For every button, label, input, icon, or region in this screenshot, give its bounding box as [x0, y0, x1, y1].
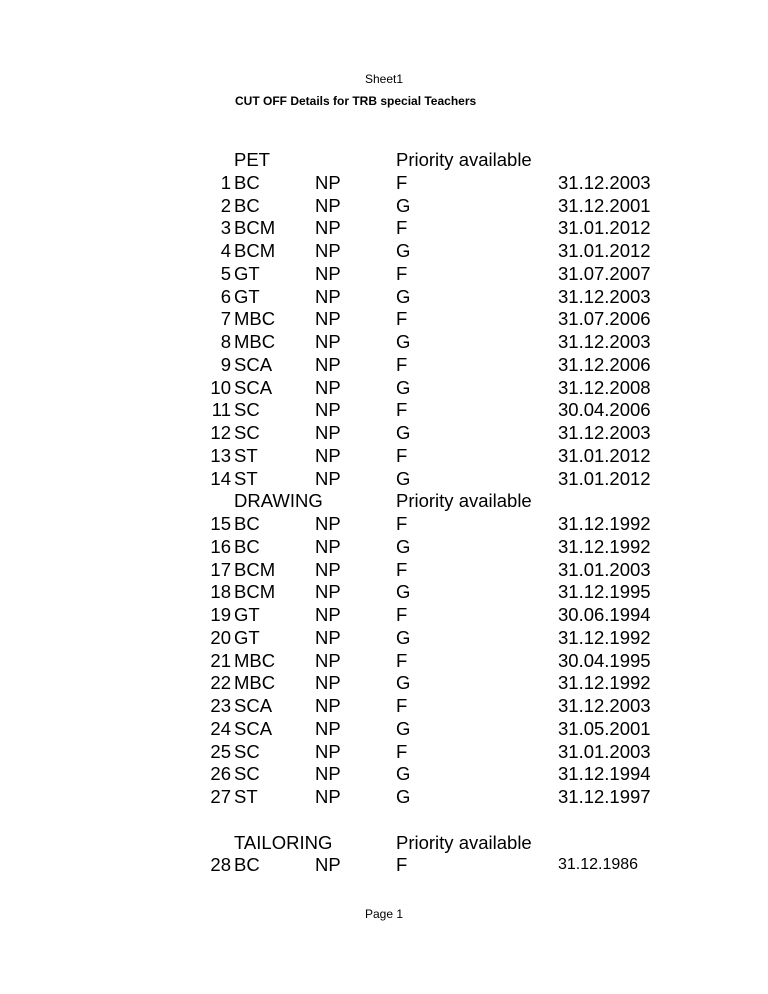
row-number: 11 — [211, 399, 231, 421]
cutoff-date-cell: 31.01.2012 — [558, 467, 651, 489]
row-number: 15 — [210, 513, 231, 534]
cutoff-date-cell: 31.01.2003 — [558, 558, 651, 580]
np-cell: NP — [315, 262, 341, 284]
row-number: 25 — [210, 740, 231, 762]
row-number: 19 — [210, 604, 231, 625]
cutoff-date-cell: 31.01.2003 — [558, 740, 651, 762]
table-row — [0, 398, 768, 421]
row-number: 22 — [210, 672, 231, 694]
priority-header: Priority available — [396, 490, 532, 512]
table-row — [0, 194, 768, 217]
priority-cell: G — [396, 763, 411, 785]
category-cell: SCA — [234, 695, 273, 716]
category-cell: SCA — [234, 353, 273, 375]
cutoff-date-cell: 31.12.2003 — [558, 285, 651, 307]
np-cell: NP — [315, 308, 341, 330]
page-footer: Page 1 — [364, 907, 404, 921]
priority-cell: F — [396, 604, 408, 625]
table-row — [0, 535, 768, 558]
row-number: 10 — [210, 376, 231, 398]
category-cell: MBC — [234, 649, 276, 671]
row-number: 5 — [220, 262, 231, 284]
cutoff-date-cell: 31.12.1995 — [558, 581, 651, 603]
row-number: 27 — [210, 786, 231, 807]
section-header-row — [0, 148, 768, 171]
priority-cell: G — [396, 467, 411, 489]
category-cell: BCM — [234, 558, 276, 580]
cutoff-date-cell: 31.12.2003 — [558, 171, 651, 193]
priority-cell: G — [396, 581, 411, 603]
priority-cell: F — [396, 695, 408, 716]
row-number: 18 — [210, 581, 231, 603]
category-cell: SC — [234, 422, 260, 443]
priority-header: Priority available — [396, 149, 532, 170]
category-cell: ST — [234, 444, 258, 466]
category-cell: GT — [234, 626, 260, 648]
cutoff-date-cell: 31.01.2012 — [558, 217, 651, 239]
row-number: 3 — [220, 217, 231, 239]
row-number: 23 — [210, 695, 231, 716]
np-cell: NP — [315, 604, 341, 625]
table-row — [0, 717, 768, 740]
np-cell: NP — [315, 331, 341, 352]
priority-cell: F — [396, 513, 408, 534]
category-cell: ST — [234, 467, 258, 489]
row-number: 12 — [210, 422, 231, 443]
category-cell: SC — [234, 740, 260, 762]
np-cell: NP — [315, 740, 341, 762]
np-cell: NP — [315, 171, 341, 193]
table-row — [0, 580, 768, 603]
cutoff-date-cell: 31.12.2008 — [558, 376, 651, 398]
cutoff-date-cell: 31.12.1992 — [558, 513, 651, 534]
row-number: 14 — [210, 467, 231, 489]
np-cell: NP — [315, 444, 341, 466]
priority-cell: F — [396, 444, 408, 466]
table-row — [0, 694, 768, 717]
section-header-row — [0, 831, 768, 854]
np-cell: NP — [315, 467, 341, 489]
priority-cell: F — [396, 353, 408, 375]
priority-cell: F — [396, 217, 408, 239]
table-row — [0, 603, 768, 626]
cutoff-date-cell: 30.06.1994 — [558, 604, 651, 625]
category-cell: BCM — [234, 240, 276, 261]
cutoff-date-cell: 31.12.1994 — [558, 763, 651, 785]
np-cell: NP — [315, 535, 341, 557]
category-cell: BCM — [234, 581, 276, 603]
category-cell: SCA — [234, 376, 273, 398]
np-cell: NP — [315, 626, 341, 648]
np-cell: NP — [315, 786, 341, 807]
table-row — [0, 467, 768, 490]
cutoff-date-cell: 31.12.2006 — [558, 353, 651, 375]
table-row — [0, 671, 768, 694]
table-row — [0, 512, 768, 535]
cutoff-date-cell: 31.01.2012 — [558, 240, 651, 261]
np-cell: NP — [315, 399, 341, 421]
category-cell: SC — [234, 399, 260, 421]
priority-cell: F — [396, 558, 408, 580]
priority-cell: F — [396, 171, 408, 193]
section-name: DRAWING — [234, 490, 323, 512]
priority-header: Priority available — [396, 831, 532, 853]
priority-cell: F — [396, 649, 408, 671]
priority-cell: G — [396, 376, 411, 398]
np-cell: NP — [315, 353, 341, 375]
cutoff-date-cell: 31.12.1992 — [558, 626, 651, 648]
cutoff-date-cell: 31.12.2001 — [558, 194, 651, 216]
table-row — [0, 239, 768, 262]
cutoff-date-cell: 30.04.1995 — [558, 649, 651, 671]
table-row — [0, 285, 768, 308]
priority-cell: G — [396, 786, 411, 807]
row-number: 6 — [220, 285, 231, 307]
table-row — [0, 558, 768, 581]
table-row — [0, 649, 768, 672]
priority-cell: G — [396, 672, 411, 694]
cutoff-date-cell: 31.05.2001 — [558, 717, 651, 739]
np-cell: NP — [315, 194, 341, 216]
cutoff-date-cell: 31.12.1992 — [558, 535, 651, 557]
cutoff-date-cell: 31.12.1986 — [558, 856, 639, 874]
table-row — [0, 307, 768, 330]
category-cell: MBC — [234, 672, 276, 694]
priority-cell: G — [396, 422, 411, 443]
row-number: 20 — [210, 626, 231, 648]
np-cell: NP — [315, 672, 341, 694]
np-cell: NP — [315, 695, 341, 716]
priority-cell: G — [396, 240, 411, 261]
priority-cell: F — [396, 399, 408, 421]
row-number: 8 — [220, 331, 231, 352]
section-header-row — [0, 489, 768, 512]
priority-cell: F — [396, 308, 408, 330]
category-cell: SCA — [234, 717, 273, 739]
np-cell: NP — [315, 376, 341, 398]
np-cell: NP — [315, 717, 341, 739]
table-row — [0, 376, 768, 399]
priority-cell: G — [396, 535, 411, 557]
priority-cell: F — [396, 740, 408, 762]
table-row — [0, 330, 768, 353]
cutoff-date-cell: 31.12.2003 — [558, 695, 651, 716]
cutoff-date-cell: 31.01.2012 — [558, 444, 651, 466]
table-row — [0, 785, 768, 808]
cutoff-date-cell: 31.12.1992 — [558, 672, 651, 694]
category-cell: BC — [234, 854, 260, 876]
table-row — [0, 740, 768, 763]
table-row — [0, 762, 768, 785]
row-number: 17 — [210, 558, 231, 580]
priority-cell: F — [396, 854, 408, 876]
row-number: 7 — [220, 308, 231, 330]
priority-cell: G — [396, 626, 411, 648]
section-name: PET — [234, 149, 270, 170]
cutoff-date-cell: 31.07.2007 — [558, 262, 651, 284]
cutoff-date-cell: 31.07.2006 — [558, 308, 651, 330]
cutoff-date-cell: 30.04.2006 — [558, 399, 651, 421]
priority-cell: G — [396, 194, 411, 216]
category-cell: ST — [234, 786, 258, 807]
row-number: 28 — [210, 854, 231, 876]
table-row — [0, 353, 768, 376]
category-cell: SC — [234, 763, 260, 785]
row-number: 13 — [210, 444, 231, 466]
row-number: 16 — [210, 535, 231, 557]
np-cell: NP — [315, 763, 341, 785]
cutoff-date-cell: 31.12.2003 — [558, 331, 651, 352]
section-name: TAILORING — [234, 831, 333, 853]
np-cell: NP — [315, 217, 341, 239]
table-row — [0, 262, 768, 285]
sheet-name: Sheet1 — [364, 72, 404, 86]
table-row — [0, 444, 768, 467]
table-row — [0, 626, 768, 649]
category-cell: BC — [234, 535, 260, 557]
np-cell: NP — [315, 240, 341, 261]
row-number: 2 — [220, 194, 231, 216]
row-number: 4 — [220, 240, 231, 261]
np-cell: NP — [315, 581, 341, 603]
np-cell: NP — [315, 558, 341, 580]
priority-cell: G — [396, 717, 411, 739]
np-cell: NP — [315, 649, 341, 671]
cutoff-date-cell: 31.12.2003 — [558, 422, 651, 443]
table-row — [0, 216, 768, 239]
row-number: 21 — [210, 649, 231, 671]
row-number: 9 — [220, 353, 231, 375]
table-row — [0, 853, 768, 876]
priority-cell: G — [396, 285, 411, 307]
category-cell: GT — [234, 262, 260, 284]
np-cell: NP — [315, 854, 341, 876]
np-cell: NP — [315, 285, 341, 307]
cutoff-date-cell: 31.12.1997 — [558, 786, 651, 807]
document-title: CUT OFF Details for TRB special Teachers — [235, 94, 477, 108]
category-cell: BC — [234, 513, 260, 534]
category-cell: MBC — [234, 331, 276, 352]
category-cell: BCM — [234, 217, 276, 239]
category-cell: BC — [234, 194, 260, 216]
row-number: 1 — [220, 171, 231, 193]
table-row — [0, 171, 768, 194]
category-cell: GT — [234, 285, 260, 307]
row-number: 24 — [210, 717, 231, 739]
category-cell: MBC — [234, 308, 276, 330]
np-cell: NP — [315, 513, 341, 534]
priority-cell: G — [396, 331, 411, 352]
priority-cell: F — [396, 262, 408, 284]
np-cell: NP — [315, 422, 341, 443]
category-cell: GT — [234, 604, 260, 625]
row-number: 26 — [210, 763, 231, 785]
category-cell: BC — [234, 171, 260, 193]
table-row — [0, 421, 768, 444]
